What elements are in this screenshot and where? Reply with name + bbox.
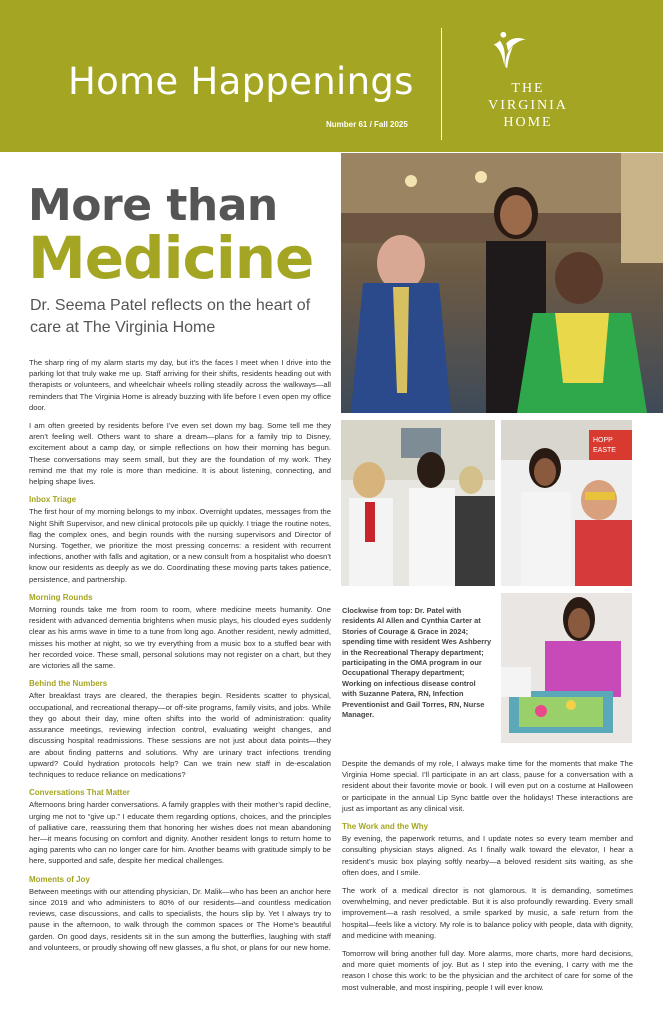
- photo-oma-program-illustration: [501, 593, 632, 743]
- subheadline: Dr. Seema Patel reflects on the heart of care at The Virginia Home: [30, 297, 311, 336]
- right-paragraph: The work of a medical director is not glamorous. It is demanding, sometimes overwhelming, and never predictable. But it is also profoundly rewarding. Every small improvement—a rash resolved, a smile sparked by music, a safe return from the hospital—feels like a victory. My role is to balance policy with people, data with dignity, and medicine with meaning.: [342, 886, 633, 940]
- photo-sign-text: HOPP: [593, 437, 613, 444]
- section-body: Morning rounds take me from room to room, where medicine meets humanity. One resident with advanced dementia brightens when music plays, his clouded eyes suddenly clear as his arms wave in time to a tune from long ago. Another resident, newly admitted, misses his mother at night, so we try everything from a music box to a stuffed bear with her recorded voice. These small, personal solutions may not register on a chart, but they are victories all the same.: [29, 605, 331, 671]
- right-paragraph: Tomorrow will bring another full day. More alarms, more charts, more hard decisions, and more quiet moments of joy. But as I step into the evening, I carry with me the reason I chose this work: to be the physician and the architect of care for some of the most vulnerable, and most inspiring, people I will ever know.: [342, 949, 633, 992]
- section-heading: Inbox Triage: [29, 495, 77, 505]
- intro-paragraph: I am often greeted by residents before I’ve even set down my bag. Some tell me they aren’t feeling well. Others want to share a dream—plans for a family trip to Disney, excitement about a camp day, or simple reflections on how their morning has begun. These conversations may seem small, but they are the foundation of my work. They remind me that my role is more than medicine. It is about listening, connecting, and helping shape lives.: [29, 421, 331, 487]
- photo-infection-control-illustration: [341, 420, 495, 586]
- logo-text-the: THE: [511, 81, 545, 96]
- right-column: [342, 758, 633, 1000]
- section-body: After breakfast trays are cleared, the therapies begin. Residents scatter to physical, occupational, and recreational therapy—or off-site programs, family visits, and jobs. While they go about their day, mine often shifts into the world of administration: quality assurance meetings, reviewing infection control, evaluating weight changes, and discussing hospital readmissions. These sessions are not just about data points—they are about finding patterns and solutions. Why are urinary tract infections trending upward? Could hydration protocols help? Can we train new staff in de-escalation techniques to reduce reliance on medications?: [29, 691, 331, 779]
- right-paragraph: By evening, the paperwork returns, and I update notes so every team member and consulting physician stays aligned. As I finally walk toward the elevator, I hear a resident’s music box playing softly nearby—a beloved resident sits waiting, as she often does, and I smile.: [342, 834, 633, 877]
- photo-recreational-therapy: [501, 420, 632, 586]
- headline-line2: Medicine: [28, 224, 314, 292]
- intro-paragraph: The sharp ring of my alarm starts my day, but it’s the faces I meet when I drive into the parking lot that truly wake me up. Staff arriving for their shifts, residents heading out with therapists or volunteers, and wheelchair wheels rolling steadily across the walkways—all reminders that The Virginia Home is already buzzing with life before I even open my office door.: [29, 358, 331, 412]
- logo-text-virginia: VIRGINIA: [488, 98, 568, 113]
- photo-recreational-therapy-illustration: [501, 420, 632, 586]
- photo-oma-program: [501, 593, 632, 743]
- newsletter-title: Home Happenings: [68, 60, 414, 103]
- masthead: [0, 0, 663, 152]
- main-photo-illustration: [341, 153, 663, 413]
- photo-infection-control: [341, 420, 495, 586]
- headline-line1: More than: [28, 180, 278, 231]
- section-heading: Behind the Numbers: [29, 679, 108, 689]
- section-body: Afternoons bring harder conversations. A family grapples with their mother’s rapid decline, urging me not to “give up.” I educate them regarding options, choices, and the principles of palliative care, reassuring them that honoring her wishes does not mean abandoning her—it means focusing on comfort and dignity. Another resident longs to return home to aging parents who can no longer care for him. Another beams with gratitude simply to be here, supported and safe, despite her medical challenges.: [29, 800, 331, 866]
- section-body: The first hour of my morning belongs to my inbox. Overnight updates, messages from the Night Shift Supervisor, and new clinical protocols pile up quickly. I triage the routine notes, flag the complex ones, and begin rounds with the nursing supervisors and Director of Nursing. Together, we prioritize the most pressing concerns: a resident with recurrent infections, another with falls and agitation, or a new consult from a hospitalist who doesn’t know our residents as deeply as we do. Coordinating these moving parts takes patience, persistence, and partnership.: [29, 507, 331, 584]
- section-heading: The Work and the Why: [342, 822, 429, 832]
- logo-wordmark: [466, 80, 590, 131]
- section-body: Between meetings with our attending physician, Dr. Malik—who has been an anchor here since 2019 and who administers to 80% of our residents—and countless medication reviews, case discussions, and calls to specialists, the hours slip by. Yet I always try to pause in the afternoon, to walk through the common spaces or The Home’s beautiful garden. On good days, residents sit in the sun among the butterflies, laughing with staff and volunteers, or proudly showing off new glasses, a flu shot, or plans for our new home.: [29, 886, 331, 952]
- left-column: [29, 357, 331, 960]
- right-lead-paragraph: Despite the demands of my role, I always make time for the moments that make The Virginia Home special. I’ll participate in an art class, pause for a conversation with a resident about their favorite movie or book. I will even put on a costume at Halloween or participate in the annual Lip Sync battle over the holidays! These interactions are just as important as any clinical visit.: [342, 759, 633, 813]
- main-photo: [341, 153, 663, 413]
- logo-text-home: HOME: [503, 115, 553, 130]
- photo-caption: Clockwise from top: Dr. Patel with residents Al Allen and Cynthia Carter at Stories of Courage & Grace in 2024; spending time with resident Wes Ashberry in the Recreational Therapy department; participating in the OMA program in our Occupational Therapy department; Working on infectious disease control with Suzanne Patera, RN, Infection Preventionist and Gail Torres, RN, Nurse Manager.: [342, 606, 492, 720]
- section-heading: Conversations That Matter: [29, 788, 130, 798]
- virginia-home-logo-icon: [482, 28, 542, 78]
- photo-sign-text: EASTE: [593, 447, 616, 454]
- section-heading: Morning Rounds: [29, 592, 93, 602]
- issue-label: Number 61 / Fall 2025: [326, 120, 408, 129]
- masthead-divider: [441, 28, 442, 140]
- section-heading: Moments of Joy: [29, 874, 90, 884]
